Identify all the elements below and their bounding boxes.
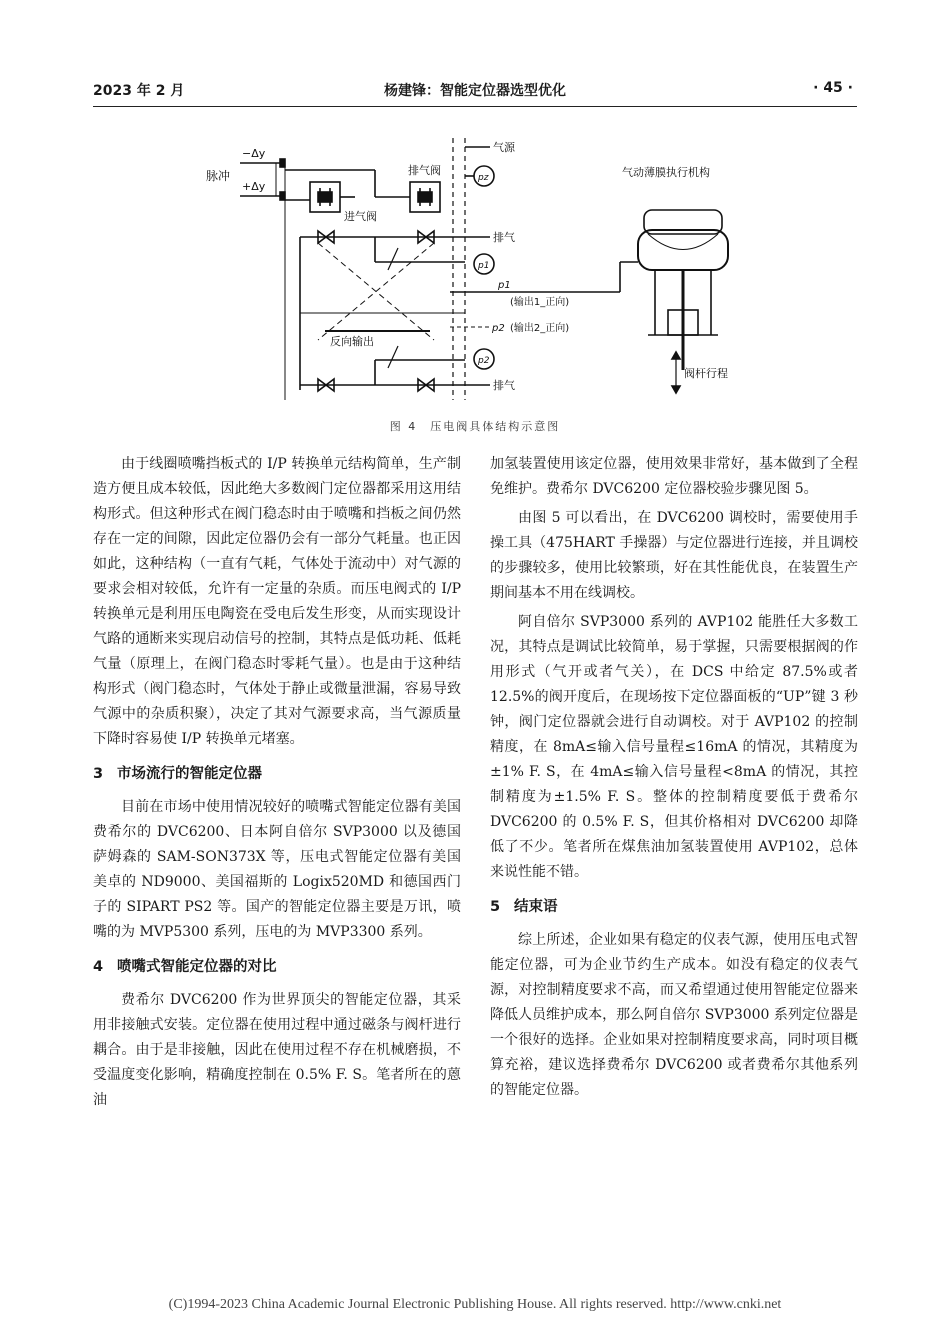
section-title: 市场流行的智能定位器 <box>117 766 262 782</box>
figure-piezo-valve-diagram <box>200 130 760 402</box>
p1-line-label: p1 <box>498 280 511 291</box>
paragraph: 加氢装置使用该定位器，使用效果非常好，基本做到了全程免维护。费希尔 DVC6200 定位器校验步骤见图 5。 <box>490 456 858 497</box>
actuator-label: 气动薄膜执行机构 <box>622 166 710 179</box>
section-heading <box>490 895 858 920</box>
paragraph: 费希尔 DVC6200 作为世界顶尖的智能定位器，其采用非接触式安装。定位器在使用过程中通过磁条与阀杆进行耦合。由于是非接触，因此在使用过程不存在机械磨损，不受温度变化影响，精确度控制在 0.5% F. S。笔者所在的蒽油 <box>93 992 461 1108</box>
header-title: 杨建锋：智能定位器选型优化 <box>384 83 566 99</box>
paragraph: 阿自倍尔 SVP3000 系列的 AVP102 能胜任大多数工况，其特点是调试比较简单，易于掌握，只需要根据阀的作用形式（气开或者气关），在 DCS 中给定 87.5%或者 12.5%的阀开度后，在现场按下定位器面板的“UP”键 3 秒钟，阀门定位器就会进行自动调校。对于 AVP102 的控制精度，在 8mA≤输入信号量程≤16mA 的情况，其精度为 ±1% F. S，在 4mA≤输入信号量程<8mA 的情况，其控制精度为±1.5% F. S。整体的控制精度要低于费希尔 DVC6200 的 0.5% F. S，但其价格相对 DVC6200 却降低了不少。笔者所在煤焦油加氢装置使用 AVP102，总体来说性能不错。 <box>490 614 858 880</box>
paragraph: 综上所述，企业如果有稳定的仪表气源，使用压电式智能定位器，可为企业节约生产成本。如没有稳定的仪表气源，对控制精度要求不高，而又希望通过使用智能定位器来降低人员维护成本，那么阿自倍尔 SVP3000 系列定位器是一个很好的选择。企业如果对控制精度要求高，同时项目概算充裕，建议选择费希尔 DVC6200 或者费希尔其他系列的智能定位器。 <box>490 932 858 1098</box>
output1-label: (输出1_正向) <box>510 297 570 308</box>
section-number: 3 <box>93 766 104 782</box>
output2-label: (输出2_正向) <box>510 323 570 334</box>
section-number: 5 <box>490 899 501 915</box>
stem-travel-label: 阀杆行程 <box>684 367 728 380</box>
copyright-footer: (C)1994-2023 China Academic Journal Electronic Publishing House. All rights reserved. http://www.cnki.net <box>168 1297 782 1312</box>
page-header <box>93 78 857 107</box>
gas-source-label: 气源 <box>493 141 515 154</box>
section-heading <box>93 955 461 980</box>
pz-gauge-label: pz <box>478 173 489 183</box>
section-title: 结束语 <box>514 899 558 915</box>
exhaust-valve-label: 排气阀 <box>408 164 441 177</box>
p1-gauge-label: p1 <box>478 261 490 271</box>
paragraph: 由于线圈喷嘴挡板式的 I/P 转换单元结构简单，生产制造方便且成本较低，因此绝大多数阀门定位器都采用这用结构形式。但这种形式在阀门稳态时由于喷嘴和挡板之间仍然存在一定的间隙，因此定位器仍会有一部分气耗量。也正因如此，这种结构（一直有气耗，气体处于流动中）对气源的要求会相对较低，允许有一定量的杂质。而压电阀式的 I/P 转换单元是利用压电陶瓷在受电后发生形变，从而实现设计气路的通断来实现启动信号的控制，其特点是低功耗、低耗气量（原理上，在阀门稳态时零耗气量）。也是由于这种结构形式（阀门稳态时，气体处于静止或微量泄漏，容易导致气源中的杂质积聚），决定了其对气源要求高，当气源质量下降时容易使 I/P 转换单元堵塞。 <box>93 456 461 747</box>
exhaust-bottom-label: 排气 <box>493 379 515 392</box>
header-date: 2023 年 2 月 <box>93 83 185 99</box>
pulse-label: 脉冲 <box>206 169 231 183</box>
reverse-output-label: 反向输出 <box>330 335 374 348</box>
section-heading <box>93 762 461 787</box>
paragraph: 目前在市场中使用情况较好的喷嘴式智能定位器有美国费希尔的 DVC6200、日本阿自倍尔 SVP3000 以及德国萨姆森的 SAM-SON373X 等，压电式智能定位器有美国美卓的 ND9000、美国福斯的 Logix520MD 和德国西门子的 SIPART PS2 等。国产的智能定位器主要是万讯，喷嘴的为 MVP5300 系列，压电的为 MVP3300 系列。 <box>93 799 461 940</box>
section-number: 4 <box>93 959 104 975</box>
figure-caption: 图 4 压电阀具体结构示意图 <box>389 420 561 433</box>
pos-delta-y-label: +Δy <box>242 180 266 193</box>
paragraph: 由图 5 可以看出，在 DVC6200 调校时，需要使用手操工具（475HART 手操器）与定位器进行连接，并且调校的步骤较多，使用比较繁琐，好在其性能优良，在装置生产期间基本不用在线调校。 <box>490 510 858 601</box>
neg-delta-y-label: −Δy <box>242 147 266 160</box>
left-column <box>93 452 461 1117</box>
right-column <box>490 452 858 1107</box>
p2-line-label: p2 <box>492 323 505 334</box>
section-title: 喷嘴式智能定位器的对比 <box>117 959 277 975</box>
piezo-valve-schematic <box>200 130 760 402</box>
exhaust-top-label: 排气 <box>493 231 515 244</box>
page-number: · 45 · <box>813 80 853 96</box>
intake-valve-label: 进气阀 <box>344 210 377 223</box>
p2-gauge-label: p2 <box>478 356 490 366</box>
